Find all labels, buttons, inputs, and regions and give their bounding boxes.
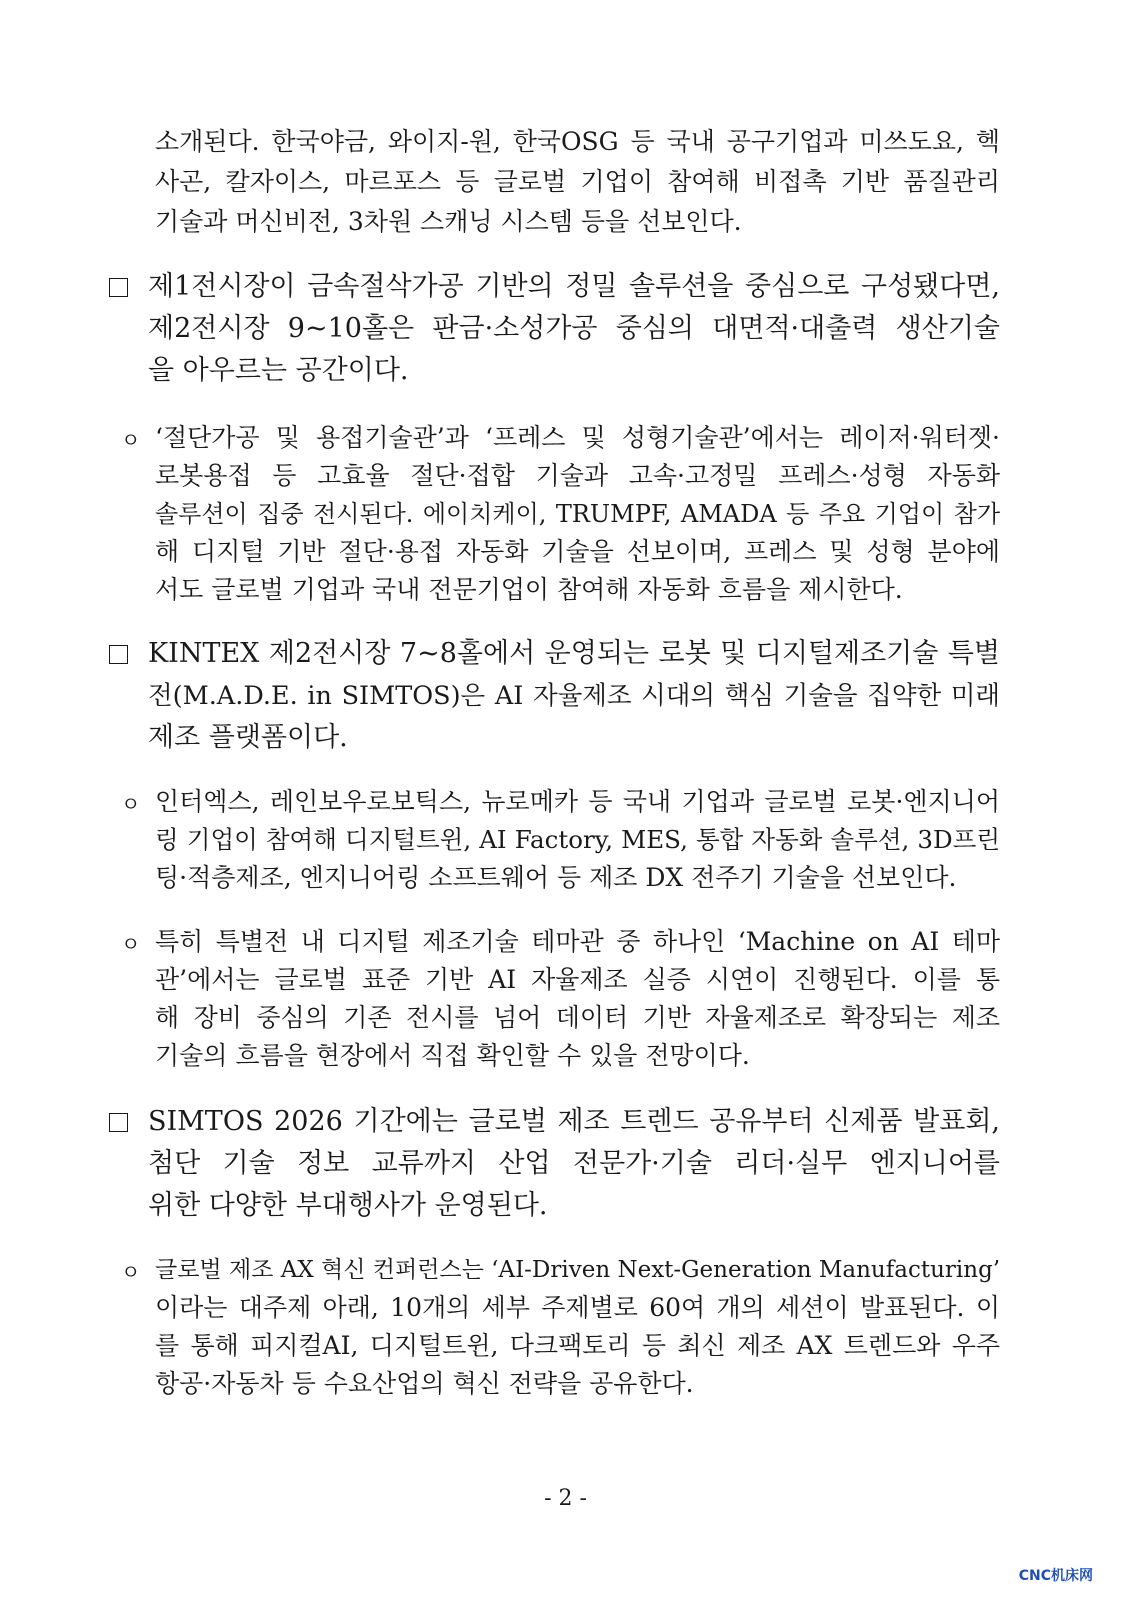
checkbox-square-icon — [109, 1113, 128, 1132]
text-line: 기술과 머신비전, 3차원 스캐닝 시스템 등을 선보인다. — [155, 207, 742, 236]
section-heading-line: 을 아우르는 공간이다. — [148, 355, 409, 386]
section-heading-line: 첨단 기술 정보 교류까지 산업 전문가·기술 리더·실무 엔지니어를 — [148, 1148, 1000, 1179]
text-line: 소개된다. 한국야금, 와이지-원, 한국OSG 등 국내 공구기업과 미쓰도요, 헥 — [155, 127, 1000, 156]
checkbox-square-icon — [109, 645, 128, 664]
watermark-logo: CNC机床网 — [1018, 1568, 1093, 1584]
text-line: 해 장비 중심의 기존 전시를 넘어 데이터 기반 자율제조로 확장되는 제조 — [155, 1003, 1000, 1032]
text-line: ‘절단가공 및 용접기술관’과 ‘프레스 및 성형기술관’에서는 레이저·워터젯· — [155, 423, 1000, 452]
bullet-circle-icon: ㅇ — [121, 1260, 141, 1284]
section-heading-line: KINTEX 제2전시장 7~8홀에서 운영되는 로봇 및 디지털제조기술 특별 — [148, 638, 1000, 669]
text-line: 로봇용접 등 고효율 절단·접합 기술과 고속·고정밀 프레스·성형 자동화 — [155, 461, 1000, 490]
text-line: 항공·자동차 등 수요산업의 혁신 전략을 공유한다. — [155, 1369, 694, 1398]
section-heading-line: 제2전시장 9~10홀은 판금·소성가공 중심의 대면적·대출력 생산기술 — [148, 313, 1000, 344]
section-heading-line: 제1전시장이 금속절삭가공 기반의 정밀 솔루션을 중심으로 구성됐다면, — [148, 271, 1000, 302]
section-heading-line: 제조 플랫폼이다. — [148, 722, 348, 753]
page-number: - 2 - — [544, 1486, 587, 1511]
checkbox-square-icon — [109, 278, 128, 297]
section-heading-line: 전(M.A.D.E. in SIMTOS)은 AI 자율제조 시대의 핵심 기술을 집약한 미래 — [148, 681, 1000, 711]
text-line: 이라는 대주제 아래, 10개의 세부 주제별로 60여 개의 세션이 발표된다. 이 — [155, 1293, 1000, 1322]
text-line: 인터엑스, 레인보우로보틱스, 뉴로메카 등 국내 기업과 글로벌 로봇·엔지니어 — [155, 787, 1000, 816]
text-line: 링 기업이 참여해 디지털트윈, AI Factory, MES, 통합 자동화 솔루션, 3D프린 — [155, 825, 1000, 854]
text-line: 를 통해 피지컬AI, 디지털트윈, 다크팩토리 등 최신 제조 AX 트렌드와 우주 — [155, 1331, 1000, 1360]
bullet-circle-icon: ㅇ — [121, 792, 141, 816]
text-line: 사곤, 칼자이스, 마르포스 등 글로벌 기업이 참여해 비접촉 기반 품질관리 — [155, 167, 1000, 196]
text-line: 글로벌 제조 AX 혁신 컨퍼런스는 ‘AI-Driven Next-Generation Manufacturing’ — [155, 1257, 1001, 1283]
section-heading-line: 위한 다양한 부대행사가 운영된다. — [148, 1190, 548, 1221]
text-line: 기술의 흐름을 현장에서 직접 확인할 수 있을 전망이다. — [155, 1041, 750, 1070]
text-line: 솔루션이 집중 전시된다. 에이치케이, TRUMPF, AMADA 등 주요 기업이 참가 — [155, 500, 1000, 528]
bullet-circle-icon: ㅇ — [121, 428, 141, 452]
bullet-circle-icon: ㅇ — [121, 932, 141, 956]
text-line: 특히 특별전 내 디지털 제조기술 테마관 중 하나인 ‘Machine on AI 테마 — [155, 927, 1000, 956]
text-line: 팅·적층제조, 엔지니어링 소프트웨어 등 제조 DX 전주기 기술을 선보인다. — [155, 863, 957, 892]
text-line: 해 디지털 기반 절단·용접 자동화 기술을 선보이며, 프레스 및 성형 분야에 — [155, 537, 1000, 566]
section-heading-line: SIMTOS 2026 기간에는 글로벌 제조 트렌드 공유부터 신제품 발표회, — [148, 1106, 1000, 1137]
text-line: 서도 글로벌 기업과 국내 전문기업이 참여해 자동화 흐름을 제시한다. — [155, 575, 903, 604]
text-line: 관’에서는 글로벌 표준 기반 AI 자율제조 실증 시연이 진행된다. 이를 통 — [155, 965, 1000, 994]
